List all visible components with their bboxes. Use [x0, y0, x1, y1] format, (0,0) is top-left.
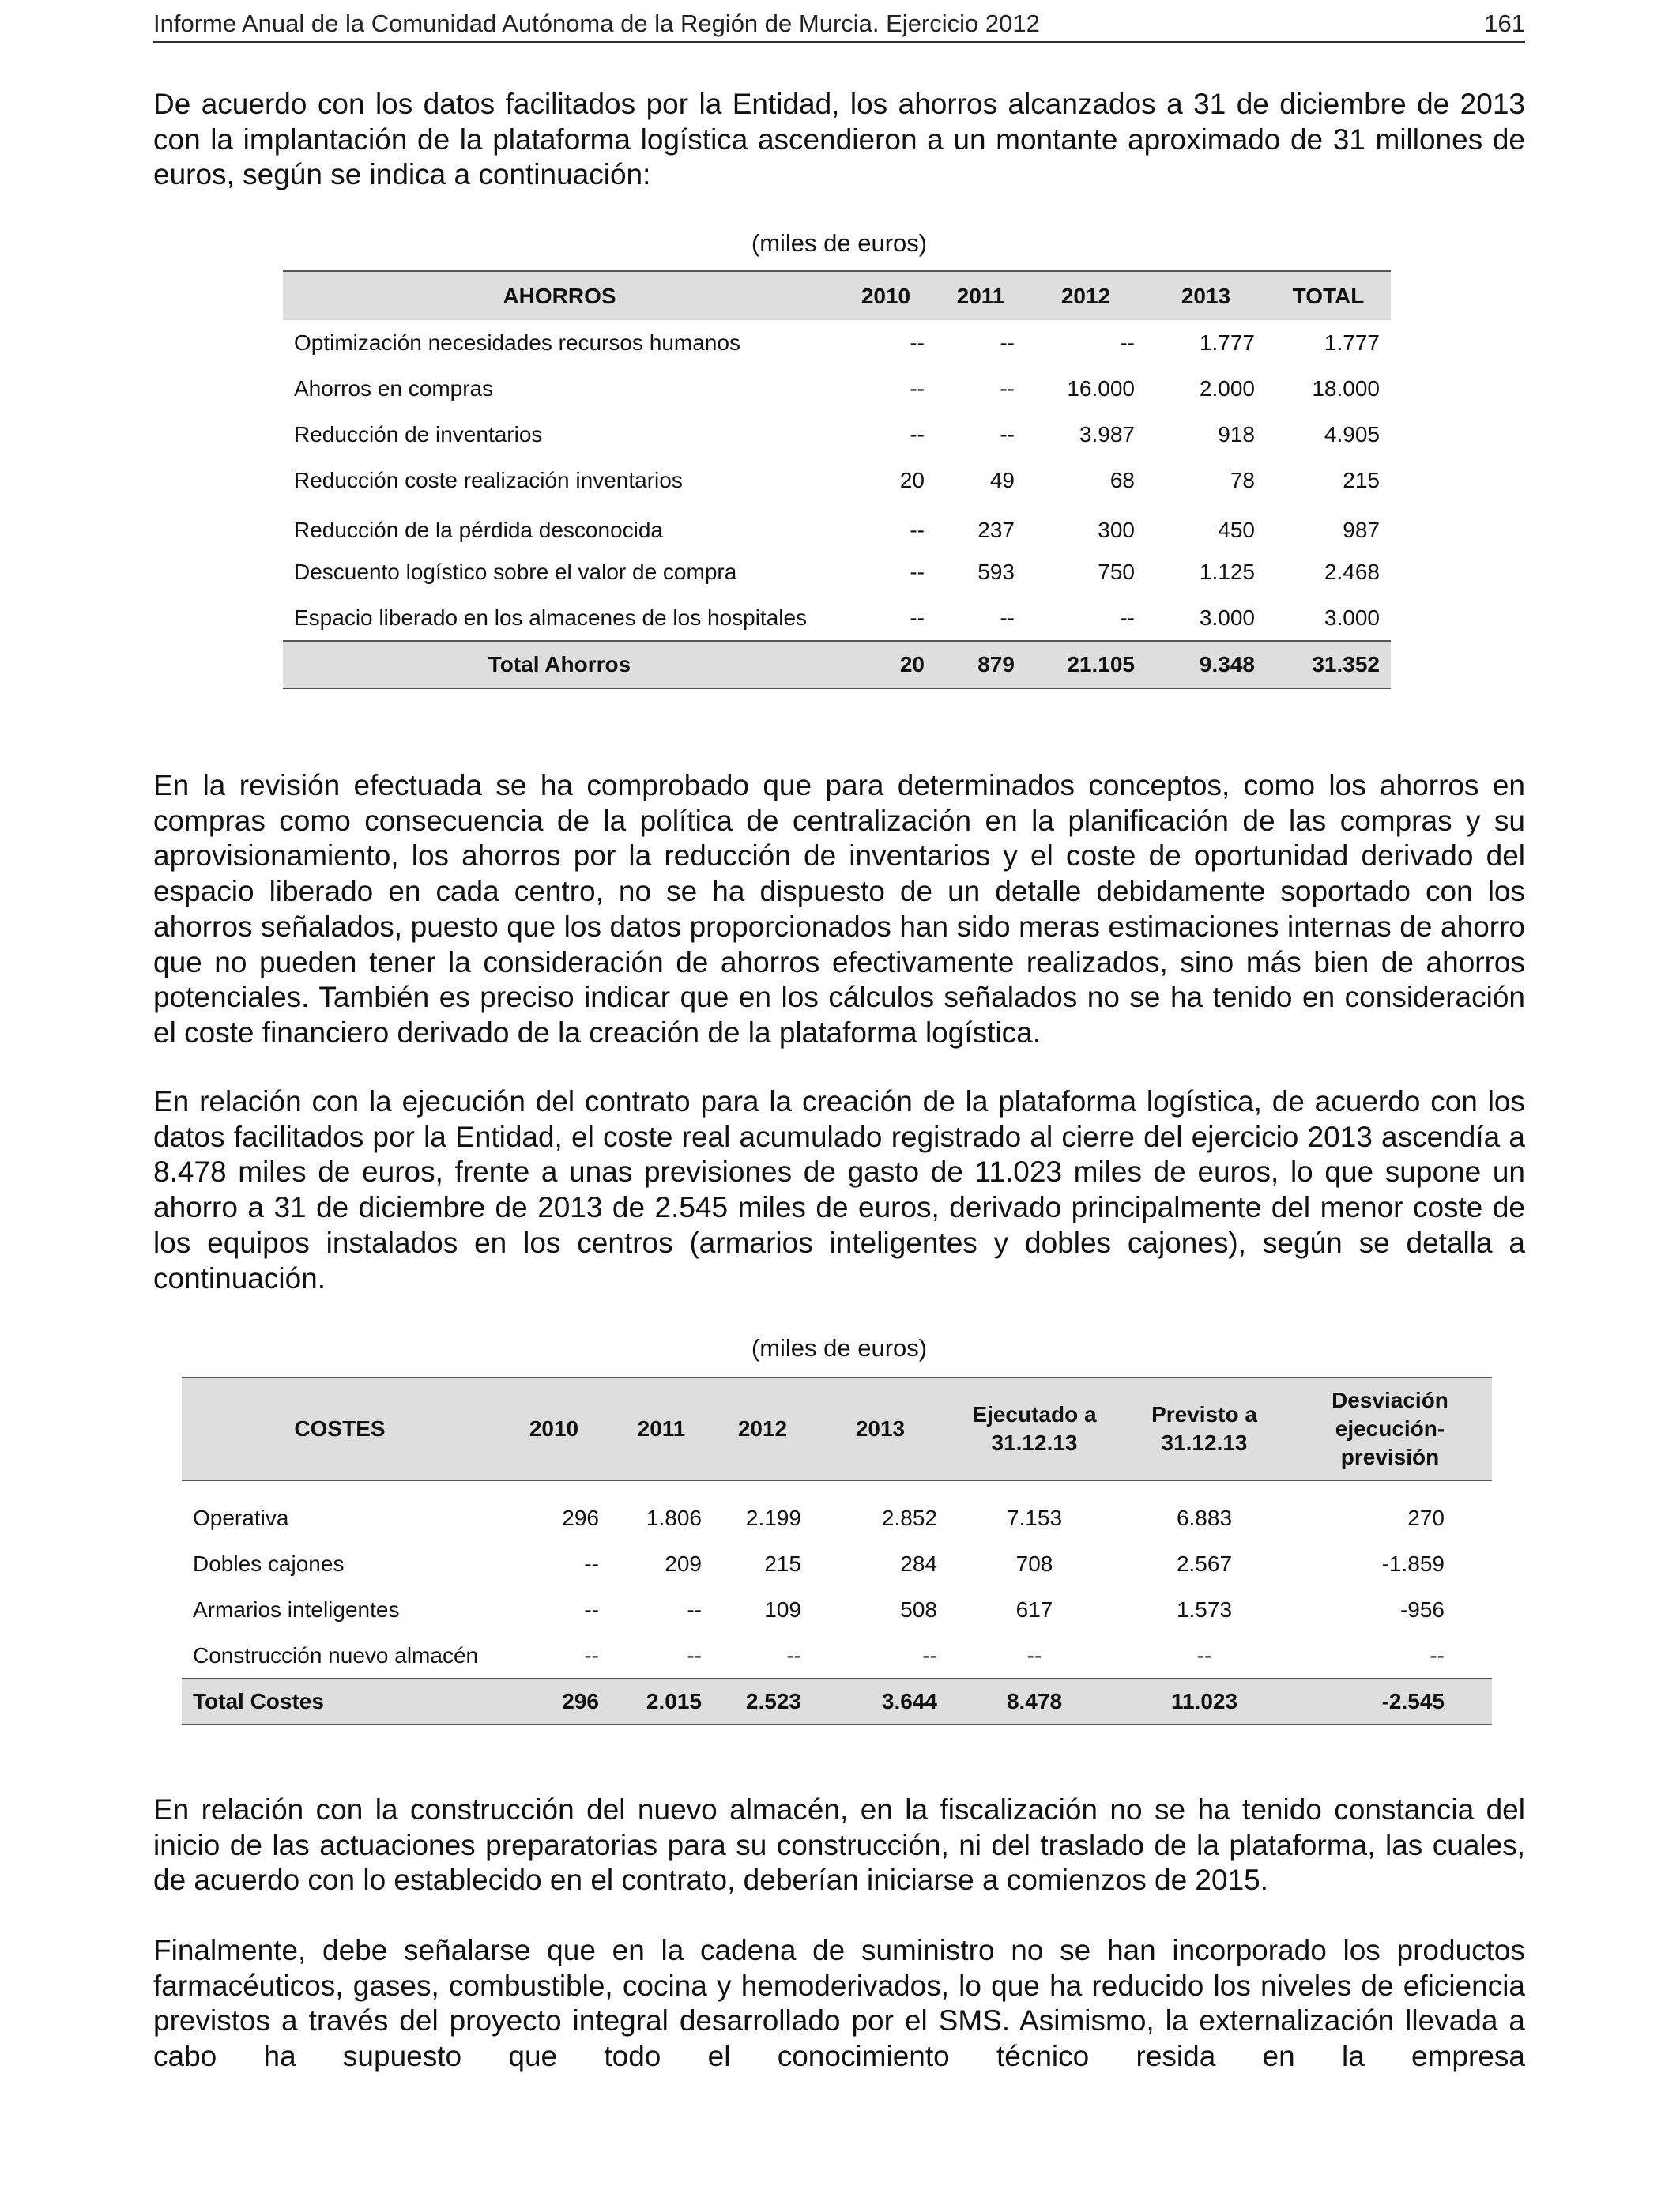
table-cell: -- [1000, 376, 1015, 401]
table-cell: 109 [764, 1597, 801, 1622]
table-cell: 3.000 [1199, 605, 1255, 630]
column-header: 2010 [498, 1378, 610, 1480]
table-total-row [283, 641, 1391, 688]
table-cell: 617 [1015, 1597, 1053, 1622]
column-header: TOTAL [1266, 271, 1391, 320]
column-header: 2012 [713, 1378, 812, 1480]
table-row [182, 1587, 1492, 1633]
table-cell: Construcción nuevo almacén [193, 1642, 479, 1668]
table-cell: -- [1196, 1642, 1212, 1668]
table-cell: 300 [1098, 518, 1135, 542]
table-cell: 284 [900, 1551, 937, 1576]
table-total-row [182, 1679, 1492, 1725]
table-cell: Total Ahorros [283, 641, 836, 688]
table-cell: 296 [498, 1679, 610, 1725]
table-cell: 270 [1407, 1506, 1445, 1530]
table-cell: 1.573 [1176, 1597, 1233, 1622]
table-header-row [182, 1378, 1492, 1480]
table-cell: 215 [1343, 468, 1380, 492]
column-header: 2013 [812, 1378, 948, 1480]
table-cell: -- [1430, 1642, 1445, 1668]
table-cell: -- [910, 422, 925, 447]
table-cell: 1.777 [1324, 330, 1380, 355]
table-cell: Descuento logístico sobre el valor de compra [294, 560, 737, 584]
table-cell: 3.000 [1324, 605, 1380, 630]
table-row [182, 1541, 1492, 1587]
column-header: 2010 [836, 271, 936, 320]
table-cell: 31.352 [1266, 641, 1391, 688]
table-header-row [283, 271, 1391, 320]
table-cell: 2.000 [1199, 376, 1255, 401]
table-cell: -- [687, 1597, 702, 1622]
column-header: COSTES [182, 1378, 498, 1480]
column-header: 2011 [610, 1378, 713, 1480]
table-cell: 450 [1218, 518, 1255, 542]
table-cell: Optimización necesidades recursos humanos [294, 330, 740, 355]
column-header: Previsto a 31.12.13 [1121, 1378, 1288, 1480]
table-cell: Operativa [193, 1506, 289, 1530]
table-cell: -- [687, 1642, 702, 1668]
column-header: Desviación ejecución-previsión [1288, 1378, 1492, 1480]
table-cell: Reducción coste realización inventarios [294, 468, 683, 492]
table-cell: 2.015 [610, 1679, 713, 1725]
table-cell: 18.000 [1312, 376, 1380, 401]
table-cell: 593 [977, 560, 1015, 584]
table-cell: 879 [936, 641, 1026, 688]
table-row [283, 458, 1391, 503]
table-row [283, 595, 1391, 641]
table-cell: 508 [900, 1597, 937, 1622]
header-title: Informe Anual de la Comunidad Autónoma de la Región de Murcia. Ejercicio 2012 [153, 9, 1040, 37]
table-cell: -- [584, 1597, 599, 1622]
table-cell: 8.478 [948, 1679, 1121, 1725]
table-cell: 215 [764, 1551, 801, 1576]
ahorros-table [283, 270, 1391, 689]
table-cell: 4.905 [1324, 422, 1380, 447]
table-row [182, 1480, 1492, 1541]
table-cell: Total Costes [182, 1679, 498, 1725]
table-row [283, 503, 1391, 549]
table-cell: 237 [977, 518, 1015, 542]
table-cell: Armarios inteligentes [193, 1597, 400, 1622]
table-cell: 209 [665, 1551, 702, 1576]
table-cell: 708 [1015, 1551, 1053, 1576]
table-cell: Ahorros en compras [294, 376, 494, 401]
table-cell: -1.859 [1381, 1551, 1445, 1576]
table-cell: Dobles cajones [193, 1551, 345, 1576]
table-cell: 2.567 [1176, 1551, 1233, 1576]
costes-table [182, 1377, 1492, 1725]
table-cell: -- [922, 1642, 937, 1668]
table-cell: -- [786, 1642, 801, 1668]
table-row [283, 320, 1391, 366]
table-row [283, 549, 1391, 595]
table-cell: 21.105 [1026, 641, 1146, 688]
column-header: 2012 [1026, 271, 1146, 320]
column-header: Ejecutado a 31.12.13 [948, 1378, 1121, 1480]
table-cell: -- [910, 518, 925, 542]
table-cell: Reducción de la pérdida desconocida [294, 518, 663, 542]
table-cell: 2.199 [745, 1506, 801, 1530]
table-cell: 6.883 [1176, 1506, 1233, 1530]
table-cell: 9.348 [1146, 641, 1266, 688]
table-cell: 1.806 [646, 1506, 702, 1530]
ahorros-table-caption: (miles de euros) [751, 229, 928, 257]
paragraph-revision: En la revisión efectuada se ha comprobado que para determinados conceptos, como los ahorros en compras como consecuencia de la política de centralización en la planificación de las compras y su aprovisionamiento, los ahorros por la reducción de inventarios y el coste de oportunidad derivado del espacio liberado en cada centro, no se ha dispuesto de un detalle debidamente soportado con los ahorros señalados, puesto que los datos proporcionados han sido meras estimaciones internas de ahorro que no pueden tener la consideración de ahorros efectivamente realizados, sino más bien de ahorros potenciales. También es preciso indicar que en los cálculos señalados no se ha tenido en consideración el coste financiero derivado de la creación de la plataforma logística. [153, 769, 1525, 1049]
table-cell: 296 [562, 1506, 599, 1530]
table-cell: -- [1026, 1642, 1042, 1668]
table-cell: 20 [836, 641, 936, 688]
paragraph-ejecucion: En relación con la ejecución del contrato para la creación de la plataforma logística, de acuerdo con los datos facilitados por la Entidad, el coste real acumulado registrado al cierre del ejercicio 2013 ascendía a 8.478 miles de euros, frente a unas previsiones de gasto de 11.023 miles de euros, lo que supone un ahorro a 31 de diciembre de 2013 de 2.545 miles de euros, derivado principalmente del menor coste de los equipos instalados en los centros (armarios inteligentes y dobles cajones), según se detalla a continuación. [153, 1085, 1525, 1295]
table-cell: -- [584, 1642, 599, 1668]
table-cell: -- [1000, 605, 1015, 630]
column-header: 2013 [1146, 271, 1266, 320]
table-cell: -- [910, 560, 925, 584]
page-number: 161 [1484, 9, 1525, 37]
table-cell: -- [1000, 330, 1015, 355]
table-cell: 20 [899, 468, 925, 492]
paragraph-almacen: En relación con la construcción del nuevo almacén, en la fiscalización no se ha tenido constancia del inicio de las actuaciones preparatorias para su construcción, ni del traslado de la plataforma, las cuales, de acuerdo con lo establecido en el contrato, deberían iniciarse a comienzos de 2015. [153, 1793, 1525, 1897]
table-cell: 750 [1098, 560, 1135, 584]
table-cell: -- [910, 330, 925, 355]
column-header: AHORROS [283, 271, 836, 320]
table-cell: 2.523 [713, 1679, 812, 1725]
table-cell: 2.468 [1324, 560, 1380, 584]
paragraph-intro: De acuerdo con los datos facilitados por la Entidad, los ahorros alcanzados a 31 de diciembre de 2013 con la implantación de la plataforma logística ascendieron a un montante aproximado de 31 millones de euros, según se indica a continuación: [153, 88, 1525, 191]
table-cell: -- [1120, 330, 1135, 355]
table-cell: 3.644 [812, 1679, 948, 1725]
column-header: 2011 [936, 271, 1026, 320]
table-cell: 1.125 [1199, 560, 1255, 584]
table-row [283, 366, 1391, 412]
paragraph-finalmente: Finalmente, debe señalarse que en la cadena de suministro no se han incorporado los productos farmacéuticos, gases, combustible, cocina y hemoderivados, lo que ha reducido los niveles de eficiencia previstos a través del proyecto integral desarrollado por el SMS. Asimismo, la externalización llevada a cabo ha supuesto que todo el conocimiento técnico resida en la empresa [153, 1934, 1525, 2073]
table-cell: 987 [1343, 518, 1380, 542]
table-cell: 7.153 [1006, 1506, 1063, 1530]
table-cell: 1.777 [1199, 330, 1255, 355]
costes-table-caption: (miles de euros) [751, 1334, 928, 1362]
table-cell: -- [1120, 605, 1135, 630]
table-cell: -- [910, 376, 925, 401]
table-cell: Reducción de inventarios [294, 422, 543, 447]
table-cell: Espacio liberado en los almacenes de los hospitales [294, 605, 808, 630]
table-row [283, 412, 1391, 458]
table-cell: 49 [989, 468, 1015, 492]
table-cell: 11.023 [1121, 1679, 1288, 1725]
table-cell: 918 [1218, 422, 1255, 447]
table-cell: 16.000 [1067, 376, 1135, 401]
table-cell: -- [910, 605, 925, 630]
table-cell: 78 [1230, 468, 1255, 492]
table-cell: 68 [1109, 468, 1135, 492]
table-cell: -- [584, 1551, 599, 1576]
table-cell: -- [1000, 422, 1015, 447]
table-row [182, 1633, 1492, 1679]
page-header [153, 6, 1525, 43]
table-cell: 3.987 [1079, 422, 1135, 447]
table-cell: -2.545 [1288, 1679, 1492, 1725]
table-cell: -956 [1399, 1597, 1445, 1622]
table-cell: 2.852 [881, 1506, 937, 1530]
